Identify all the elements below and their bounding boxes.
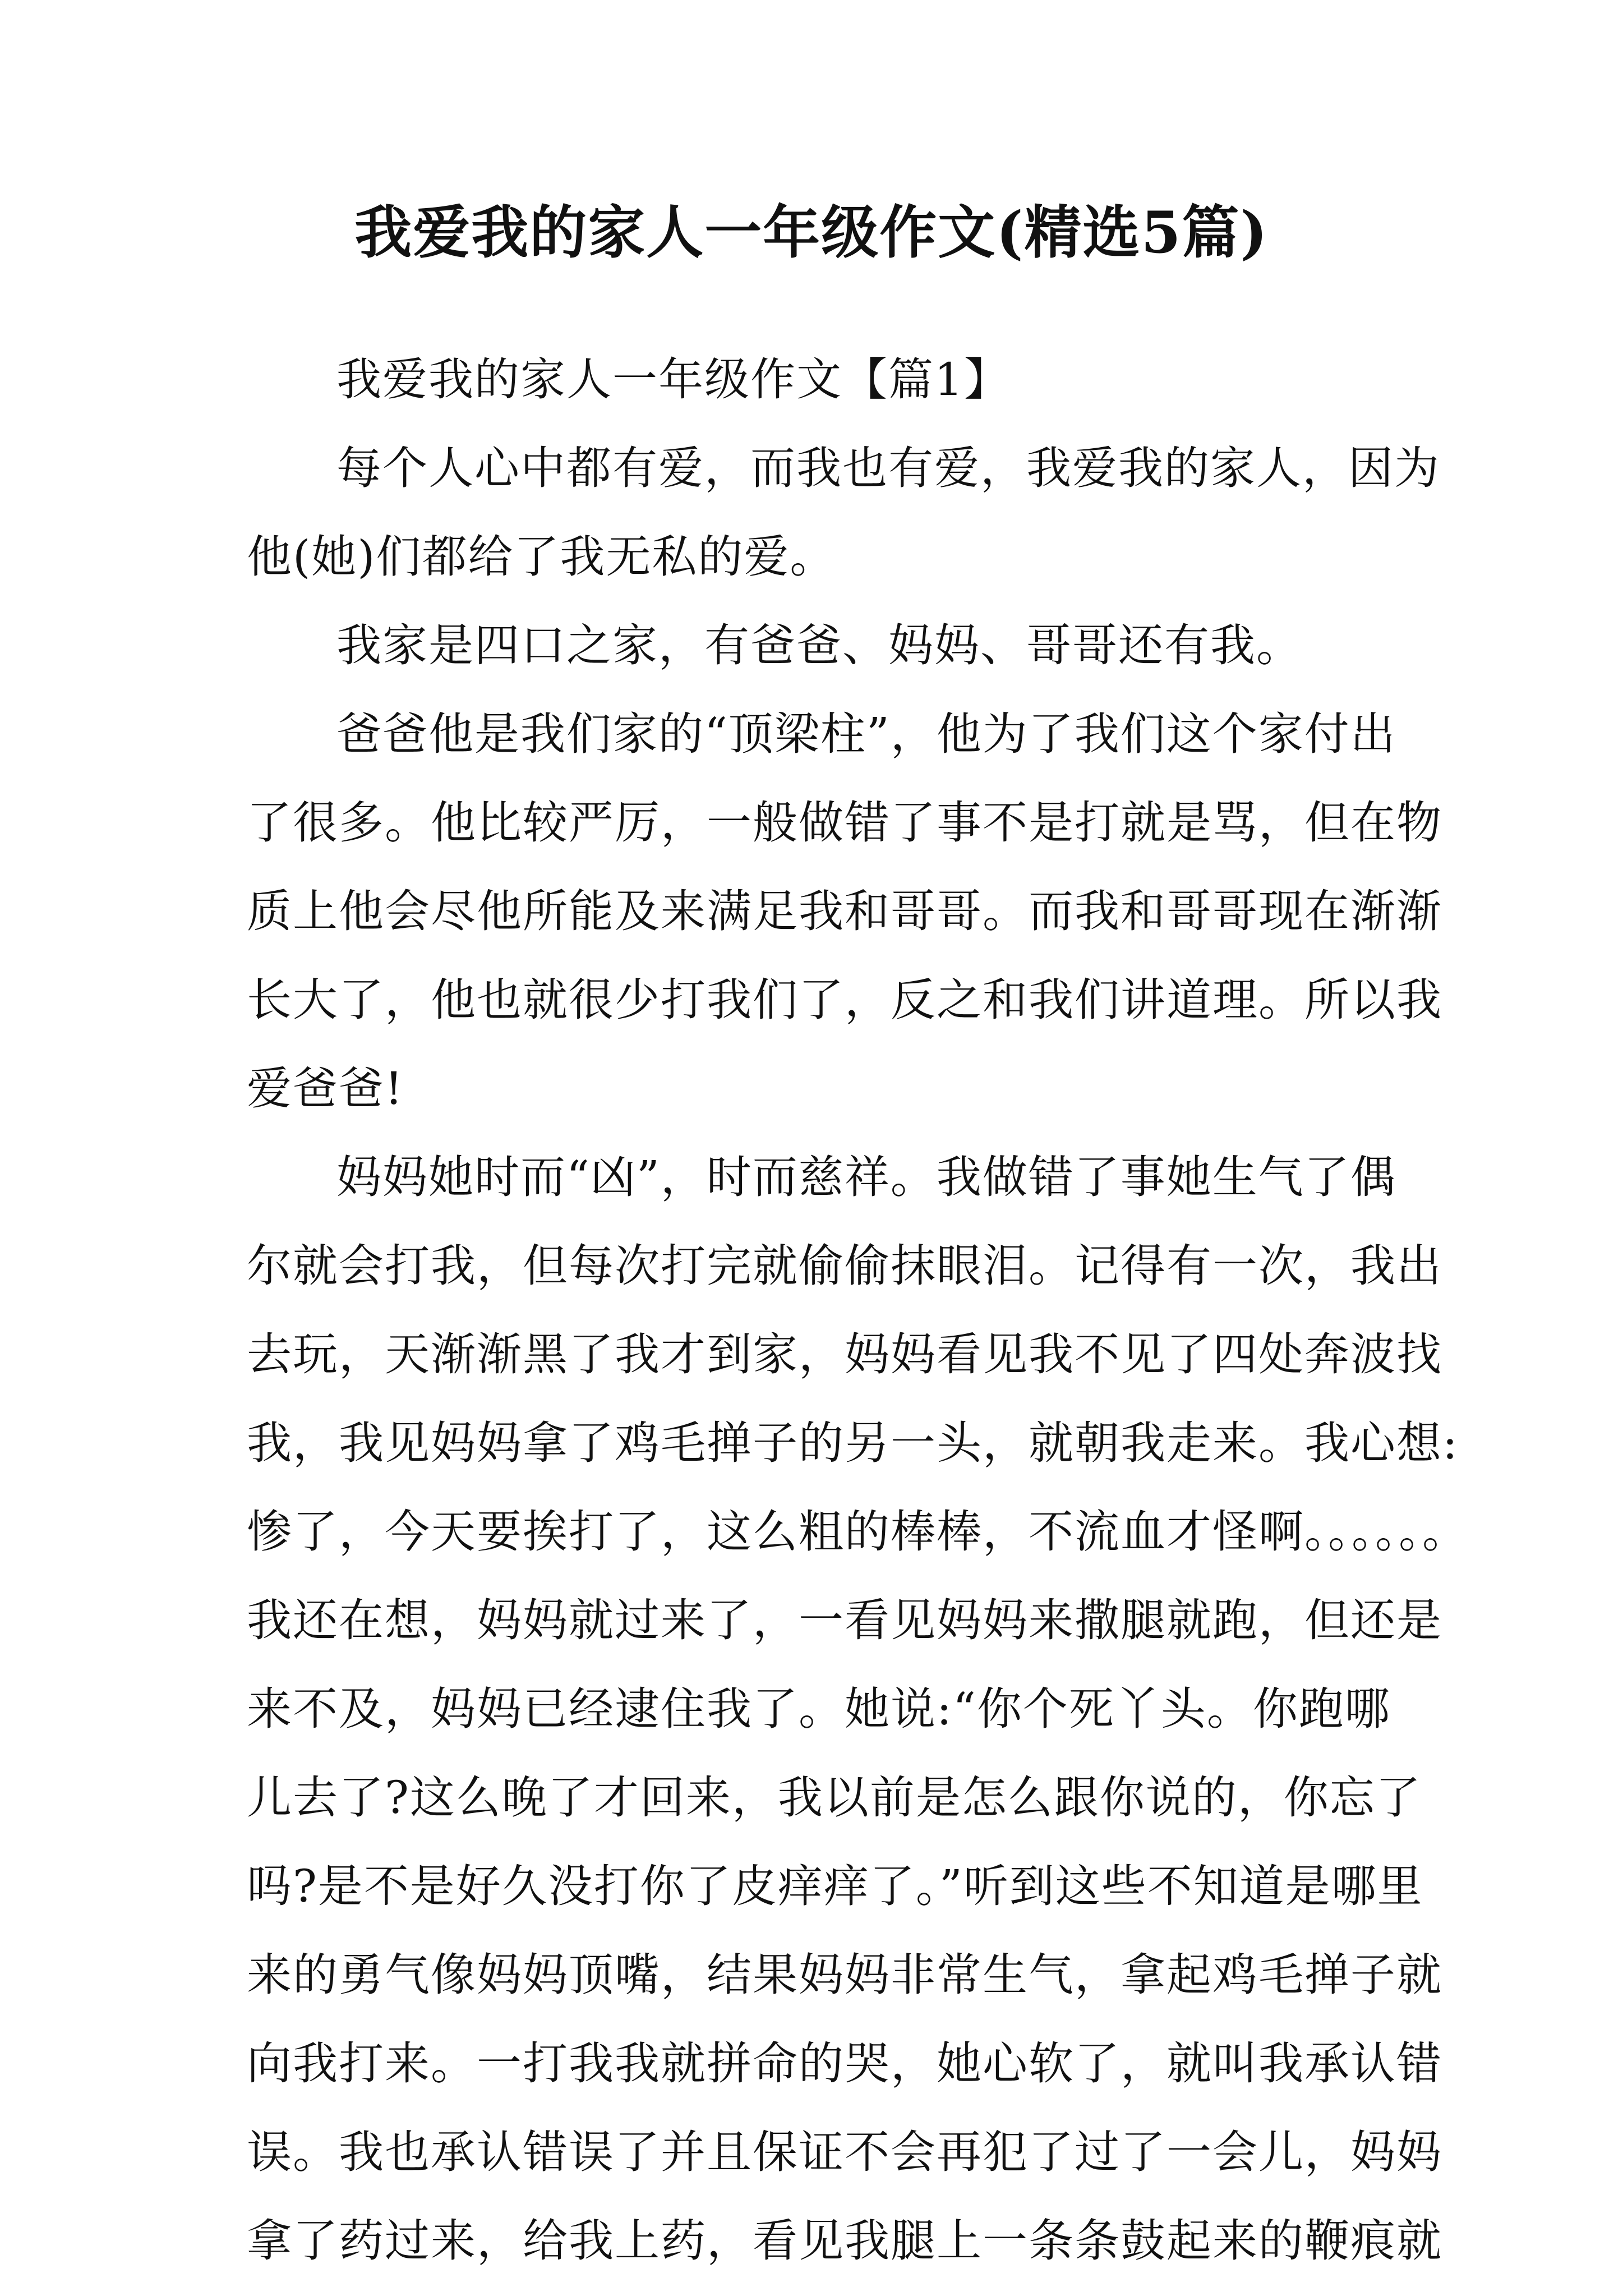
text-line: 爱爸爸! (247, 1062, 404, 1115)
text-line: 质上他会尽他所能及来满足我和哥哥。而我和哥哥现在渐渐 (247, 885, 1442, 937)
text-line: 惨了，今天要挨打了，这么粗的棒棒，不流血才怪啊。。。。。。 (247, 1506, 1468, 1558)
text-line: 爸爸他是我们家的“顶梁柱”，他为了我们这个家付出 (336, 708, 1396, 760)
text-line: 每个人心中都有爱，而我也有爱，我爱我的家人，因为 (336, 442, 1440, 494)
text-line: 拿了药过来，给我上药，看见我腿上一条条鼓起来的鞭痕就 (247, 2215, 1442, 2267)
text-line: 来的勇气像妈妈顶嘴，结果妈妈非常生气，拿起鸡毛掸子就 (247, 1949, 1442, 2001)
text-line: 妈妈她时而“凶”，时而慈祥。我做错了事她生气了偶 (336, 1151, 1396, 1203)
text-line: 了很多。他比较严厉，一般做错了事不是打就是骂，但在物 (247, 797, 1442, 849)
text-line: 我还在想，妈妈就过来了，一看见妈妈来撒腿就跑，但还是 (247, 1594, 1442, 1646)
text-line: 去玩，天渐渐黑了我才到家，妈妈看见我不见了四处奔波找 (247, 1328, 1442, 1381)
text-line: 长大了，他也就很少打我们了，反之和我们讲道理。所以我 (247, 974, 1442, 1026)
text-line: 吗?是不是好久没打你了皮痒痒了。”听到这些不知道是哪里 (247, 1860, 1423, 1912)
text-line: 儿去了?这么晚了才回来，我以前是怎么跟你说的，你忘了 (247, 1772, 1422, 1824)
text-line: 来不及，妈妈已经逮住我了。她说:“你个死丫头。你跑哪 (247, 1683, 1391, 1735)
document-title: 我爱我的家人一年级作文(精选5篇) (354, 199, 1269, 266)
text-line: 误。我也承认错误了并且保证不会再犯了过了一会儿，妈妈 (247, 2126, 1442, 2178)
document-body (247, 335, 1468, 2285)
text-line: 尔就会打我，但每次打完就偷偷抹眼泪。记得有一次，我出 (247, 1240, 1442, 1292)
text-line: 他(她)们都给了我无私的爱。 (247, 531, 836, 583)
text-line: 向我打来。一打我我就拼命的哭，她心软了，就叫我承认错 (247, 2037, 1442, 2090)
text-line: 我，我见妈妈拿了鸡毛掸子的另一头，就朝我走来。我心想: (247, 1417, 1459, 1469)
text-line: 我爱我的家人一年级作文【篇1】 (336, 353, 1010, 406)
text-line: 我家是四口之家，有爸爸、妈妈、哥哥还有我。 (336, 619, 1302, 671)
